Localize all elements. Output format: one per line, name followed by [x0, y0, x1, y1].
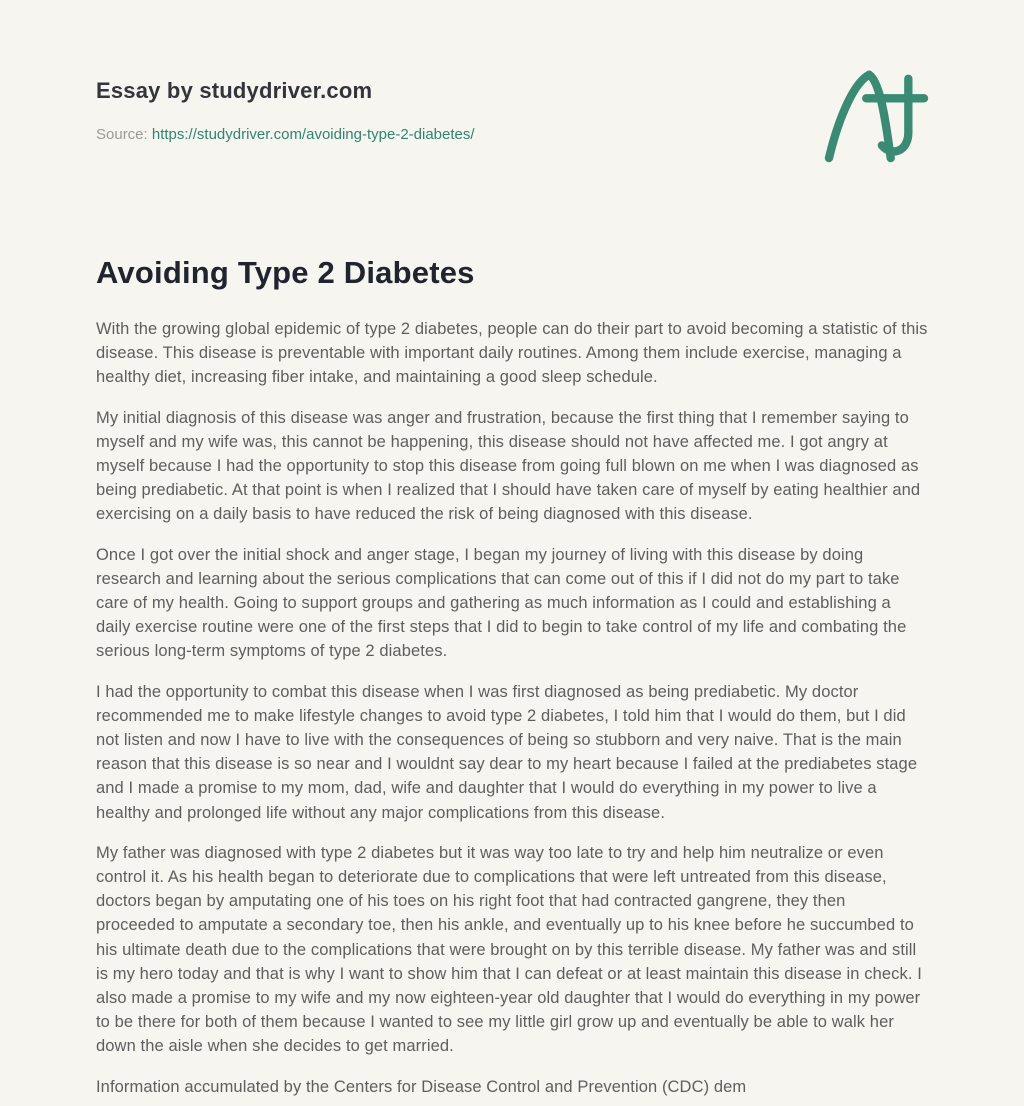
- source-label: Source:: [96, 126, 148, 143]
- article-title: Avoiding Type 2 Diabetes: [96, 255, 475, 290]
- essay-paragraph: My father was diagnosed with type 2 diabetes but it was way too late to try and help him neutralize or even control it. As his health began to deteriorate due to complications that were left untreated from this disease, doctors began by amputating one of his toes on his right foot that had contracted gangrene, they then proceeded to amputate a secondary toe, then his ankle, and eventually up to his knee before he succumbed to his ultimate death due to the complications that were brought on by this terrible disease. My father was and still is my hero today and that is why I want to show him that I can defeat or at least maintain this disease in check. I also made a promise to my wife and my now eighteen-year old daughter that I would do everything in my power to be there for both of them because I wanted to see my little girl grow up and eventually be able to walk her down the aisle when she decides to get married.: [96, 843, 922, 1056]
- essay-paragraph: Once I got over the initial shock and anger stage, I began my journey of living with this disease by doing research and learning about the serious complications that can come out of this if I did not do my part to take care of my health. Going to support groups and gathering as much information as I could and establishing a daily exercise routine were one of the first steps that I did to begin to take control of my life and combating the serious long-term symptoms of type 2 diabetes.: [96, 545, 907, 661]
- studydriver-logo-icon: [822, 66, 930, 164]
- essay-paragraph: With the growing global epidemic of type 2 diabetes, people can do their part to avoid becoming a statistic of this disease. This disease is preventable with important daily routines. Among them include exercise, managing a healthy diet, increasing fiber intake, and maintaining a good sleep schedule.: [96, 320, 928, 387]
- source-link[interactable]: https://studydriver.com/avoiding-type-2-diabetes/: [151, 126, 475, 143]
- source-line: [96, 126, 928, 143]
- essay-body: [96, 317, 928, 1099]
- essay-paragraph: My initial diagnosis of this disease was anger and frustration, because the first thing that I remember saying to myself and my wife was, this cannot be happening, this disease should not have affected me. I got angry at myself because I had the opportunity to stop this disease from going full blown on me when I was diagnosed as being prediabetic. At that point is when I realized that I should have taken care of myself by eating healthier and exercising on a daily basis to have reduced the risk of being diagnosed with this disease.: [96, 408, 921, 524]
- essay-by-heading: Essay by studydriver.com: [96, 78, 373, 103]
- essay-paragraph: Information accumulated by the Centers for Disease Control and Prevention (CDC) dem: [96, 1077, 747, 1096]
- essay-paragraph: I had the opportunity to combat this disease when I was first diagnosed as being prediabetic. My doctor recommended me to make lifestyle changes to avoid type 2 diabetes, I told him that I would do them, but I did not listen and now I have to live with the consequences of being so stubborn and very naive. That is the main reason that this disease is so near and I wouldnt say dear to my heart because I failed at the prediabetes stage and I made a promise to my mom, dad, wife and daughter that I would do everything in my power to live a healthy and prolonged life without any major complications from this disease.: [96, 682, 918, 822]
